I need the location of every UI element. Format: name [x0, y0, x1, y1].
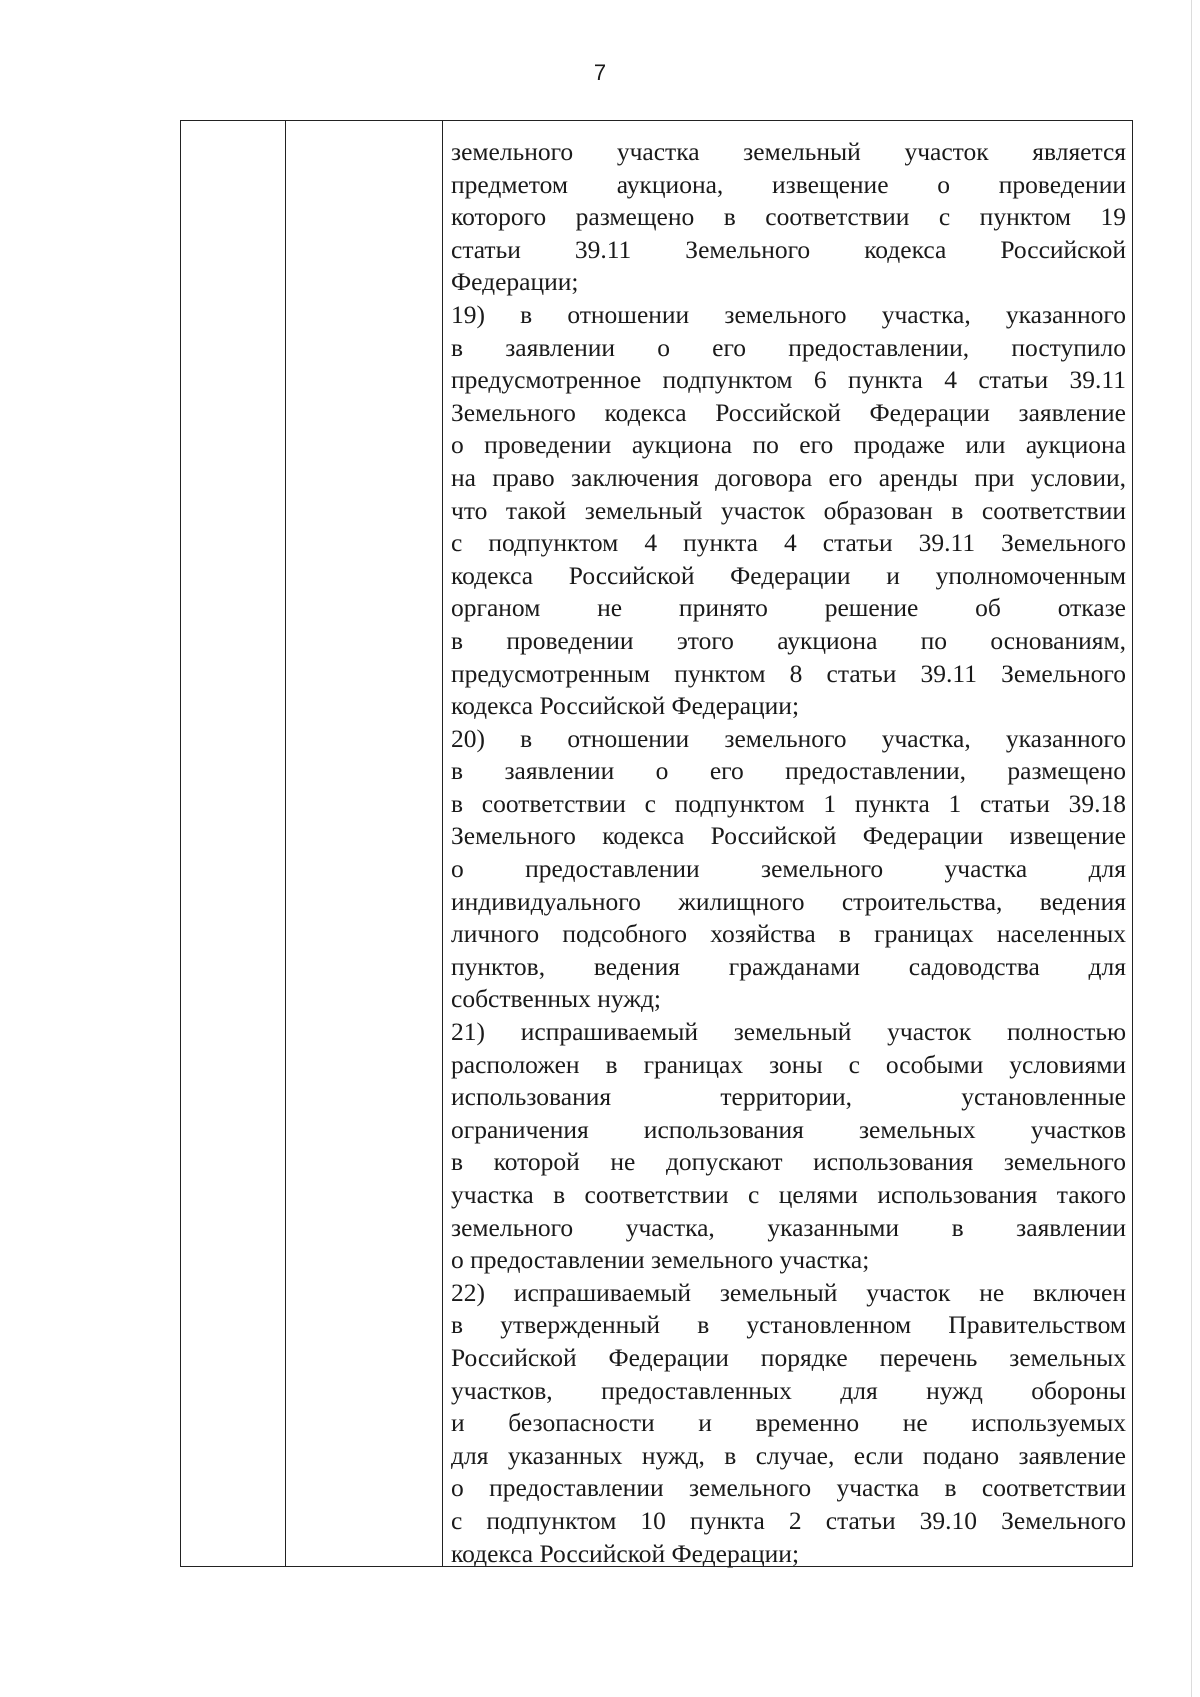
item-19-line: кодекса Российской Федерации и уполномоченным: [451, 560, 1126, 590]
item-19-line: в заявлении о его предоставлении, поступило: [451, 332, 1126, 362]
item-21-line: 21) испрашиваемый земельный участок полностью: [451, 1017, 1126, 1047]
paragraph-line: статьи 39.11 Земельного кодекса Российской: [451, 234, 1126, 264]
item-20-line: Земельного кодекса Российской Федерации извещение: [451, 821, 1126, 851]
item-19-line: о проведении аукциона по его продаже или аукциона: [451, 430, 1126, 460]
item-19-line: кодекса Российской Федерации;: [451, 691, 800, 721]
table-column-divider: [285, 121, 286, 1566]
item-19-line: Земельного кодекса Российской Федерации заявление: [451, 397, 1126, 427]
item-19-line: предусмотренное подпунктом 6 пункта 4 статьи 39.11: [451, 365, 1126, 395]
item-22-line: о предоставлении земельного участка в соответствии: [451, 1473, 1126, 1503]
paragraph-line: земельного участка земельный участок является: [451, 137, 1126, 166]
item-20-line: личного подсобного хозяйства в границах населенных: [451, 919, 1126, 949]
item-21-line: в которой не допускают использования земельного: [451, 1147, 1126, 1177]
item-20-line: индивидуального жилищного строительства, ведения: [451, 886, 1126, 916]
scan-edge-mark: [1191, 0, 1192, 1697]
item-22-line: участков, предоставленных для нужд обороны: [451, 1375, 1126, 1405]
page-number: 7: [593, 60, 607, 85]
item-19-line: органом не принято решение об отказе: [451, 593, 1126, 623]
item-19-line: предусмотренным пунктом 8 статьи 39.11 Земельного: [451, 658, 1126, 688]
grounds-text-cell: [451, 136, 1126, 1570]
item-22-line: 22) испрашиваемый земельный участок не включен: [451, 1277, 1126, 1307]
item-22-line: и безопасности и временно не используемых: [451, 1408, 1126, 1438]
item-21-line: расположен в границах зоны с особыми условиями: [451, 1049, 1126, 1079]
item-22-line: с подпунктом 10 пункта 2 статьи 39.10 Земельного: [451, 1505, 1126, 1535]
paragraph-line: Федерации;: [451, 267, 579, 297]
item-22-line: кодекса Российской Федерации;: [451, 1538, 800, 1568]
item-22-line: в утвержденный в установленном Правительством: [451, 1310, 1126, 1340]
item-21-line: участка в соответствии с целями использования такого: [451, 1180, 1126, 1209]
paragraph-line: которого размещено в соответствии с пунктом 19: [451, 202, 1126, 232]
paragraph-line: предметом аукциона, извещение о проведении: [451, 169, 1126, 199]
item-21-line: о предоставлении земельного участка;: [451, 1245, 870, 1275]
item-20-line: о предоставлении земельного участка для: [451, 854, 1126, 884]
item-20-line: собственных нужд;: [451, 984, 662, 1014]
item-19-line: что такой земельный участок образован в соответствии: [451, 495, 1126, 525]
item-19-line: 19) в отношении земельного участка, указанного: [451, 299, 1126, 329]
item-20-line: пунктов, ведения гражданами садоводства для: [451, 951, 1126, 981]
item-19-line: на право заключения договора его аренды при условии,: [451, 462, 1126, 492]
item-22-line: Российской Федерации порядке перечень земельных: [451, 1342, 1126, 1372]
item-20-line: в соответствии с подпунктом 1 пункта 1 статьи 39.18: [451, 788, 1126, 818]
table-column-divider: [442, 121, 443, 1566]
item-21-line: использования территории, установленные: [451, 1082, 1126, 1112]
item-19-line: с подпунктом 4 пункта 4 статьи 39.11 Земельного: [451, 528, 1126, 558]
item-20-line: в заявлении о его предоставлении, размещено: [451, 756, 1126, 786]
item-21-line: ограничения использования земельных участков: [451, 1114, 1126, 1144]
item-19-line: в проведении этого аукциона по основаниям,: [451, 625, 1126, 655]
item-20-line: 20) в отношении земельного участка, указанного: [451, 723, 1126, 753]
item-21-line: земельного участка, указанными в заявлении: [451, 1212, 1126, 1242]
item-22-line: для указанных нужд, в случае, если подано заявление: [451, 1440, 1126, 1470]
document-table: [180, 120, 1133, 1567]
